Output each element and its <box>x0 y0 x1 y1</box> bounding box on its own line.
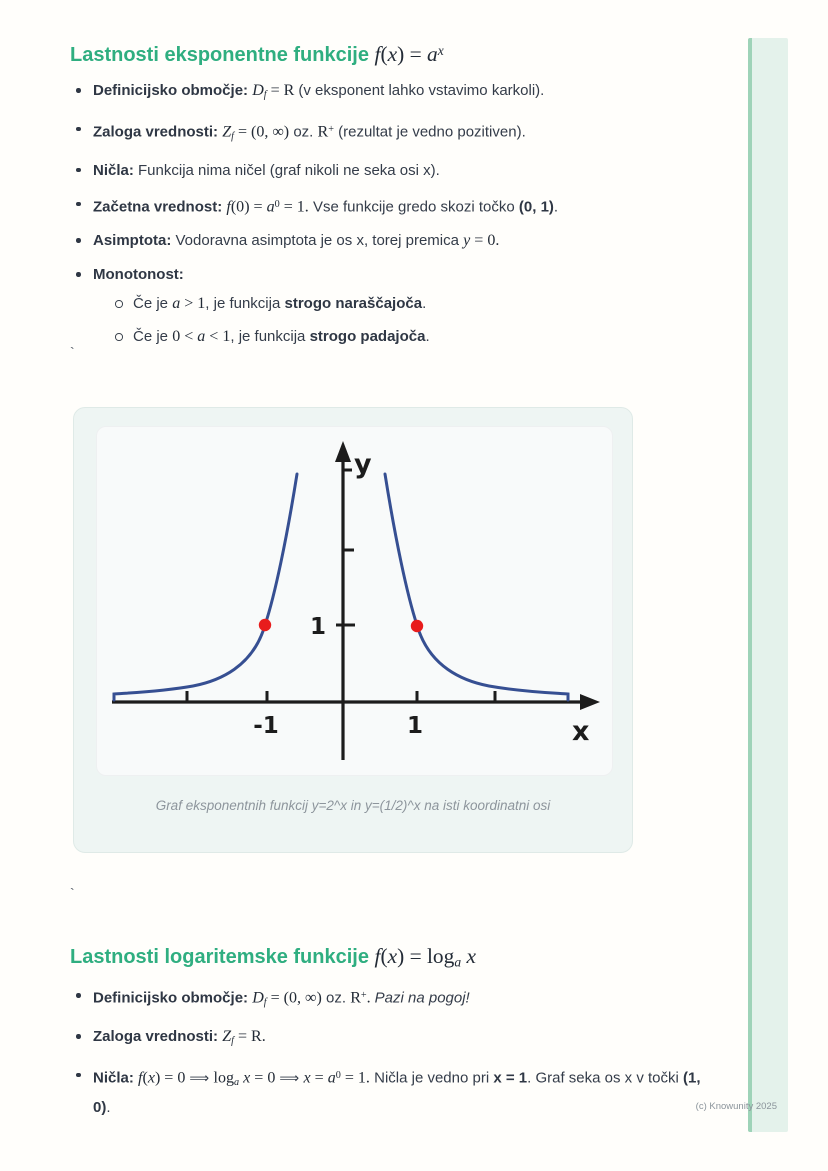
text-segment: = R. <box>233 1028 266 1046</box>
text-segment: ⟹ <box>279 1070 304 1087</box>
text-segment: f <box>374 42 381 67</box>
text-segment: Ničla: <box>93 1069 139 1087</box>
text-segment: f <box>226 198 231 216</box>
text-segment: f <box>374 944 381 968</box>
text-segment: Z <box>222 1028 232 1046</box>
text-segment: (1, 0) <box>93 1069 701 1116</box>
graph-panel <box>96 426 613 776</box>
text-segment: ) = <box>397 42 427 67</box>
exponential-graph-svg <box>97 427 612 775</box>
text-segment: y <box>463 232 471 250</box>
bullet-definicijsko-obmocje <box>70 78 720 108</box>
bullet-asimptota <box>70 228 720 253</box>
text-segment: x <box>387 42 398 67</box>
text-segment: . <box>106 1098 111 1116</box>
text-segment: . <box>422 295 427 313</box>
point-1-1 <box>411 620 423 632</box>
bullet-zaloga-vrednosti <box>70 117 720 149</box>
text-segment: strogo naraščajoča <box>284 295 423 313</box>
bullet-zacetna-vrednost <box>70 192 720 220</box>
text-segment: f <box>231 1035 234 1047</box>
text-segment: ) = 0 <box>154 1069 190 1087</box>
bullet-log-nicla <box>70 1063 720 1120</box>
text-segment: 0 < <box>172 328 198 346</box>
text-segment: a <box>327 1069 336 1087</box>
text-segment: , je funkcija <box>205 295 285 313</box>
text-segment: Zaloga vrednosti: <box>93 1028 223 1046</box>
text-segment: Definicijsko območje: <box>93 82 253 99</box>
text-segment: , je funkcija <box>230 328 310 346</box>
text-segment: strogo padajoča <box>309 328 426 346</box>
text-segment: a <box>426 42 438 67</box>
bullet-nicla <box>70 158 720 183</box>
text-segment: = R <box>266 82 299 99</box>
text-segment: Vodoravna asimptota je os x, torej premica <box>175 232 464 250</box>
x-tick-label-1: 1 <box>406 713 424 739</box>
text-segment: log <box>213 1069 235 1087</box>
text-segment: Monotonost: <box>93 266 184 284</box>
text-segment: Z <box>222 123 232 141</box>
text-segment: Asimptota: <box>93 232 176 250</box>
watermark: (c) Knowunity 2025 <box>695 1101 777 1112</box>
x-axis-label: x <box>572 716 590 747</box>
text-segment: = 0. <box>470 232 500 250</box>
figure-card <box>73 407 633 853</box>
bullet-monotonost-label <box>93 266 184 283</box>
text-segment: x <box>243 1069 251 1087</box>
text-segment: a <box>172 295 181 313</box>
text-segment: oz. <box>289 123 318 141</box>
y-axis-label: y <box>354 449 372 480</box>
section2-heading <box>70 941 476 977</box>
stray-backtick-1: ` <box>70 344 75 360</box>
text-segment: f <box>138 1069 143 1087</box>
curve-y-half-pow-x <box>385 474 568 700</box>
text-segment: ( <box>380 944 388 968</box>
stray-backtick-2: ` <box>70 885 75 901</box>
text-segment: f <box>231 130 234 142</box>
text-segment: ( <box>380 42 388 67</box>
text-segment: < 1 <box>205 328 231 346</box>
text-segment: = 1. <box>340 1069 370 1087</box>
text-segment: Začetna vrednost: <box>93 198 227 216</box>
text-segment: R <box>317 123 329 141</box>
curve-y-2-pow-x <box>114 474 297 700</box>
text-segment: x <box>387 944 398 968</box>
text-segment: a <box>234 1076 240 1088</box>
text-segment: Lastnosti eksponentne funkcije <box>70 44 375 67</box>
text-segment: + <box>328 123 334 135</box>
text-segment: a <box>454 954 462 970</box>
text-segment: . <box>553 198 559 216</box>
text-segment: . <box>366 989 375 1007</box>
section1-heading <box>70 36 444 70</box>
text-segment: 0 <box>274 198 280 210</box>
text-segment: oz. <box>321 989 351 1007</box>
section2-bullet-list <box>70 983 720 1129</box>
text-segment: a <box>197 328 206 346</box>
text-segment: x = 1 <box>493 1069 528 1087</box>
figure-caption: Graf eksponentnih funkcij y=2^x in y=(1/2)^x na isti koordinatni osi <box>155 798 551 813</box>
text-segment: Pazi na pogoj! <box>374 989 470 1007</box>
monotonost-sublist <box>93 291 720 349</box>
text-segment: > 1 <box>180 295 206 313</box>
text-segment: = (0, ∞) <box>233 123 290 141</box>
text-segment: f <box>263 89 267 101</box>
sub-bullet-narascajoca <box>110 291 720 316</box>
bullet-monotonost <box>70 262 720 349</box>
x-tick-label-neg1: -1 <box>253 713 279 739</box>
section1-bullet-list <box>70 78 720 358</box>
text-segment: (rezultat je vedno pozitiven). <box>333 123 526 141</box>
x-axis-arrow-icon <box>580 694 600 710</box>
text-segment: = 0 <box>250 1069 280 1087</box>
text-segment: Vse funkcije gredo skozi točko <box>308 198 519 216</box>
text-segment: x <box>303 1069 311 1087</box>
sub-bullet-padajoca <box>110 324 720 349</box>
text-segment: Če je <box>133 295 173 313</box>
text-segment: D <box>252 989 264 1007</box>
text-segment: x <box>466 944 476 968</box>
bullet-log-zaloga-vrednosti <box>70 1024 720 1054</box>
text-segment: Ničla je vedno pri <box>369 1069 494 1087</box>
text-segment: . <box>425 328 430 346</box>
bullet-log-definicijsko-obmocje <box>70 983 720 1015</box>
text-segment: D <box>252 82 264 99</box>
text-segment: 0 <box>335 1069 341 1081</box>
text-segment: = 1. <box>279 198 309 216</box>
text-segment: Definicijsko območje: <box>93 989 253 1007</box>
text-segment: ( <box>142 1069 148 1087</box>
text-segment: x <box>147 1069 155 1087</box>
y-tick-label-1: 1 <box>309 614 326 640</box>
text-segment: Če je <box>133 328 173 346</box>
text-segment: ⟹ <box>189 1070 214 1087</box>
text-segment: f <box>263 997 267 1009</box>
text-segment: = (0, ∞) <box>266 989 322 1007</box>
text-segment: + <box>360 990 367 1001</box>
y-axis-arrow-icon <box>335 441 351 462</box>
text-segment: x <box>437 43 444 58</box>
text-segment: R <box>350 989 361 1007</box>
text-segment: (v eksponent lahko vstavimo karkoli). <box>298 82 545 99</box>
text-segment: ) = log <box>397 944 455 968</box>
text-segment: Lastnosti logaritemske funkcije <box>70 946 375 968</box>
text-segment: (0, 1) <box>518 198 554 216</box>
text-segment: = <box>310 1069 328 1087</box>
text-segment: Ničla: <box>93 161 139 179</box>
right-accent-bar <box>748 38 788 1132</box>
point-neg1-1 <box>259 619 271 631</box>
text-segment: . Graf seka os x v točki <box>527 1069 684 1087</box>
text-segment: (0) = <box>230 198 267 216</box>
text-segment: Zaloga vrednosti: <box>93 123 223 141</box>
text-segment: Funkcija nima ničel (graf nikoli ne seka osi x). <box>138 161 440 179</box>
text-segment: a <box>266 198 275 216</box>
